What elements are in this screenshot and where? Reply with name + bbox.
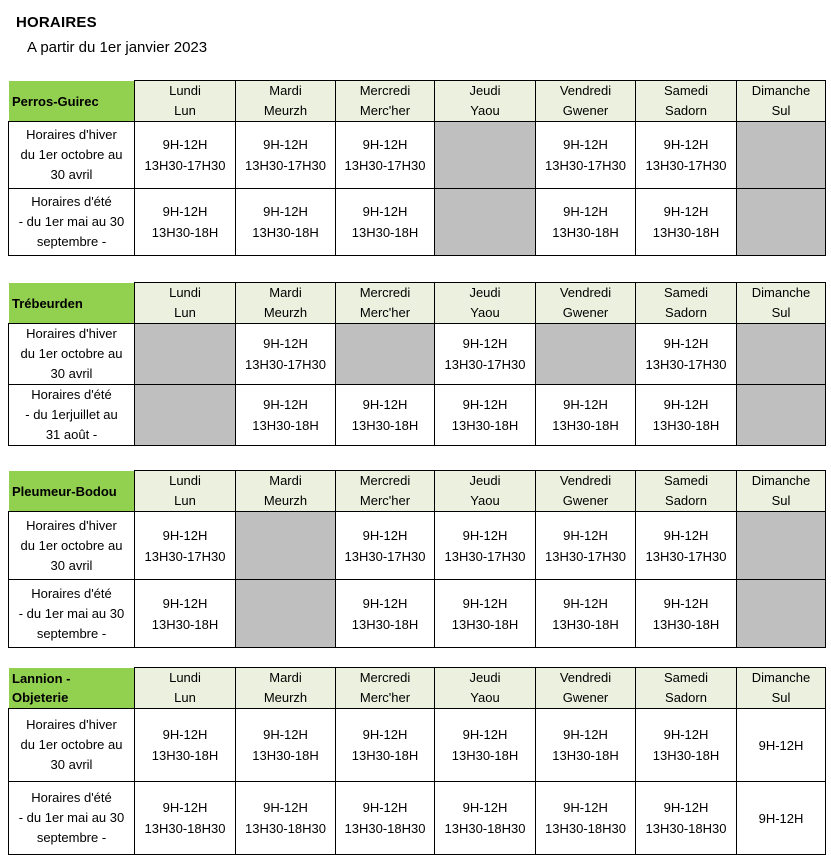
site-name-line: Trébeurden	[12, 295, 83, 311]
schedule-row	[9, 324, 826, 385]
season-label-line: - du 1er mai au 30	[18, 214, 125, 229]
hours-cell	[435, 385, 536, 446]
hours-range: 9H-12H	[263, 727, 308, 742]
day-name-br: Yaou	[470, 690, 500, 705]
schedule-table	[8, 80, 826, 256]
hours-range: 13H30-17H30	[444, 548, 526, 564]
hours-range: 9H-12H	[462, 527, 508, 543]
season-label-line: Horaires d'été	[31, 387, 112, 402]
day-header-samedi	[636, 81, 737, 122]
hours-range: 9H-12H	[362, 137, 408, 152]
closed-cell	[737, 580, 826, 648]
day-header-lundi	[135, 81, 236, 122]
schedule-row	[9, 385, 826, 446]
hours-range: 13H30-18H	[151, 225, 219, 240]
day-name-br: Gwener	[562, 305, 609, 320]
day-header-lundi	[135, 471, 236, 512]
hours-cell	[336, 782, 435, 855]
hours-cell	[336, 122, 435, 189]
site-name	[9, 668, 135, 709]
season-label-line: septembre -	[36, 234, 107, 249]
day-name-fr: Vendredi	[559, 473, 612, 488]
hours-range: 13H30-17H30	[645, 158, 727, 173]
hours-range: 13H30-17H30	[144, 548, 226, 564]
season-label	[9, 385, 135, 446]
season-label-line: septembre -	[36, 830, 107, 845]
hours-range: 9H-12H	[462, 595, 508, 611]
schedule-table	[8, 470, 826, 648]
hours-range: 9H-12H	[263, 204, 308, 219]
day-header-dimanche	[737, 283, 826, 324]
schedule-header-row	[9, 81, 826, 122]
hours-range: 9H-12H	[563, 595, 608, 611]
schedule-table	[8, 667, 826, 855]
day-name-fr: Lundi	[169, 670, 201, 685]
day-name-br: Lun	[174, 305, 196, 320]
hours-range: 13H30-18H	[451, 418, 519, 433]
day-name-fr: Samedi	[663, 670, 709, 685]
hours-cell	[636, 122, 737, 189]
hours-range: 9H-12H	[162, 527, 208, 543]
day-header-mardi	[236, 81, 336, 122]
season-label-line: Horaires d'été	[31, 194, 112, 209]
schedule-header-row	[9, 668, 826, 709]
hours-cell	[536, 782, 636, 855]
hours-range: 9H-12H	[362, 727, 408, 742]
hours-cell	[636, 782, 737, 855]
site-name-line: Objeterie	[12, 690, 69, 705]
day-header-samedi	[636, 283, 737, 324]
hours-range: 13H30-18H	[552, 748, 619, 763]
closed-cell	[737, 122, 826, 189]
site-name	[9, 283, 135, 324]
hours-cell	[336, 385, 435, 446]
hours-range: 9H-12H	[563, 527, 608, 543]
hours-range: 9H-12H	[758, 810, 804, 826]
day-header-mardi	[236, 283, 336, 324]
hours-cell	[536, 385, 636, 446]
hours-range: 9H-12H	[362, 397, 408, 412]
day-name-fr: Jeudi	[469, 473, 501, 488]
hours-cell	[536, 512, 636, 580]
day-name-fr: Dimanche	[751, 285, 811, 300]
day-name-br: Meurzh	[263, 305, 308, 320]
hours-range: 9H-12H	[663, 595, 709, 611]
hours-cell	[336, 709, 435, 782]
hours-range: 13H30-17H30	[344, 548, 426, 564]
hours-range: 13H30-18H30	[144, 821, 226, 836]
day-name-fr: Vendredi	[559, 670, 612, 685]
site-name-line: Perros-Guirec	[12, 93, 99, 109]
hours-range: 9H-12H	[663, 137, 709, 152]
day-header-mercredi	[336, 81, 435, 122]
hours-cell	[636, 709, 737, 782]
schedule-row	[9, 122, 826, 189]
day-name-br: Lun	[174, 493, 196, 508]
hours-cell	[435, 324, 536, 385]
day-header-jeudi	[435, 81, 536, 122]
day-name-br: Sadorn	[665, 305, 707, 320]
hours-cell	[135, 512, 236, 580]
hours-range: 13H30-18H30	[245, 821, 326, 836]
closed-cell	[236, 580, 336, 648]
hours-cell	[135, 782, 236, 855]
day-name-br: Merc'her	[359, 103, 411, 118]
day-header-jeudi	[435, 471, 536, 512]
hours-range: 13H30-17H30	[444, 357, 526, 372]
day-name-br: Meurzh	[263, 103, 308, 118]
day-name-br: Sul	[771, 305, 791, 320]
hours-range: 9H-12H	[162, 137, 208, 152]
closed-cell	[737, 385, 826, 446]
day-name-br: Merc'her	[359, 493, 411, 508]
hours-range: 9H-12H	[663, 800, 709, 815]
day-name-br: Sul	[771, 690, 791, 705]
hours-range: 13H30-17H30	[545, 548, 626, 564]
day-header-jeudi	[435, 668, 536, 709]
day-header-lundi	[135, 668, 236, 709]
season-label-line: - du 1er mai au 30	[18, 605, 125, 621]
season-label-line: du 1er octobre au	[20, 737, 123, 752]
closed-cell	[737, 324, 826, 385]
hours-cell	[435, 782, 536, 855]
day-name-br: Lun	[174, 103, 196, 118]
hours-cell	[236, 385, 336, 446]
season-label-line: - du 1erjuillet au	[25, 407, 118, 422]
hours-cell	[536, 580, 636, 648]
day-name-br: Yaou	[470, 103, 500, 118]
closed-cell	[336, 324, 435, 385]
season-label-line: 30 avril	[50, 757, 93, 772]
hours-range: 13H30-17H30	[144, 158, 226, 173]
day-name-br: Yaou	[470, 493, 500, 508]
day-header-dimanche	[737, 471, 826, 512]
day-header-mercredi	[336, 471, 435, 512]
hours-cell	[336, 580, 435, 648]
day-name-fr: Mercredi	[359, 285, 411, 300]
hours-range: 9H-12H	[663, 727, 709, 742]
hours-range: 13H30-17H30	[545, 158, 626, 173]
day-header-vendredi	[536, 81, 636, 122]
hours-cell	[636, 580, 737, 648]
schedule-row	[9, 189, 826, 256]
site-name	[9, 81, 135, 122]
day-name-fr: Lundi	[169, 285, 201, 300]
page-title: HORAIRES	[16, 14, 97, 31]
hours-cell	[536, 189, 636, 256]
day-header-mercredi	[336, 283, 435, 324]
hours-range: 9H-12H	[462, 800, 508, 815]
season-label-line: septembre -	[36, 625, 107, 641]
hours-range: 9H-12H	[263, 397, 308, 412]
season-label-line: Horaires d'hiver	[26, 717, 117, 732]
hours-range: 9H-12H	[162, 727, 208, 742]
hours-cell	[536, 122, 636, 189]
hours-cell	[135, 580, 236, 648]
day-name-br: Sadorn	[665, 493, 707, 508]
hours-cell	[336, 512, 435, 580]
hours-range: 13H30-17H30	[645, 548, 727, 564]
day-header-dimanche	[737, 81, 826, 122]
hours-range: 13H30-18H30	[645, 821, 727, 836]
season-label-line: du 1er octobre au	[20, 346, 123, 361]
closed-cell	[737, 512, 826, 580]
closed-cell	[737, 189, 826, 256]
hours-range: 9H-12H	[263, 336, 308, 351]
hours-range: 13H30-18H	[351, 616, 419, 632]
hours-cell	[236, 709, 336, 782]
hours-cell	[737, 782, 826, 855]
schedule-row	[9, 709, 826, 782]
day-name-fr: Samedi	[663, 83, 709, 98]
season-label-line: Horaires d'été	[31, 790, 112, 805]
day-name-fr: Jeudi	[469, 670, 501, 685]
day-header-vendredi	[536, 471, 636, 512]
closed-cell	[236, 512, 336, 580]
season-label-line: du 1er octobre au	[20, 147, 123, 162]
season-label	[9, 580, 135, 648]
hours-range: 9H-12H	[462, 336, 508, 351]
day-name-br: Gwener	[562, 690, 609, 705]
season-label-line: 30 avril	[50, 557, 93, 573]
hours-range: 9H-12H	[563, 204, 608, 219]
schedule-header-row	[9, 471, 826, 512]
hours-cell	[636, 385, 737, 446]
day-header-dimanche	[737, 668, 826, 709]
hours-range: 13H30-18H	[652, 748, 720, 763]
day-name-br: Lun	[174, 690, 196, 705]
hours-cell	[236, 324, 336, 385]
hours-range: 9H-12H	[162, 595, 208, 611]
day-name-br: Merc'her	[359, 690, 411, 705]
hours-cell	[135, 122, 236, 189]
hours-cell	[737, 709, 826, 782]
season-label-line: 30 avril	[50, 366, 93, 381]
day-name-fr: Mardi	[269, 473, 302, 488]
hours-range: 9H-12H	[162, 800, 208, 815]
day-name-fr: Dimanche	[751, 670, 811, 685]
hours-range: 9H-12H	[563, 397, 608, 412]
schedule-header-row	[9, 283, 826, 324]
hours-range: 9H-12H	[563, 727, 608, 742]
hours-range: 13H30-17H30	[245, 158, 326, 173]
hours-cell	[435, 580, 536, 648]
hours-cell	[236, 122, 336, 189]
day-name-fr: Mercredi	[359, 473, 411, 488]
day-name-fr: Mardi	[269, 83, 302, 98]
site-name-line: Lannion -	[12, 671, 71, 686]
day-name-br: Sul	[771, 103, 791, 118]
site-name-line: Pleumeur-Bodou	[12, 483, 117, 499]
hours-range: 13H30-18H	[351, 418, 419, 433]
day-header-jeudi	[435, 283, 536, 324]
hours-range: 9H-12H	[663, 527, 709, 543]
hours-range: 9H-12H	[563, 800, 608, 815]
hours-cell	[236, 189, 336, 256]
day-name-fr: Jeudi	[469, 285, 501, 300]
hours-range: 9H-12H	[563, 137, 608, 152]
day-name-fr: Mercredi	[359, 670, 411, 685]
season-label	[9, 709, 135, 782]
hours-range: 13H30-18H	[151, 748, 219, 763]
hours-cell	[336, 189, 435, 256]
schedule-table	[8, 282, 826, 446]
hours-range: 13H30-18H	[451, 748, 519, 763]
hours-cell	[435, 512, 536, 580]
season-label	[9, 189, 135, 256]
day-name-fr: Dimanche	[751, 83, 811, 98]
day-name-br: Sul	[771, 493, 791, 508]
day-name-fr: Samedi	[663, 285, 709, 300]
day-name-fr: Vendredi	[559, 83, 612, 98]
hours-range: 13H30-18H	[652, 418, 720, 433]
day-name-br: Meurzh	[263, 493, 308, 508]
season-label	[9, 782, 135, 855]
season-label-line: du 1er octobre au	[20, 537, 123, 553]
day-name-fr: Mardi	[269, 285, 302, 300]
hours-range: 9H-12H	[362, 800, 408, 815]
hours-range: 13H30-18H	[252, 225, 319, 240]
season-label	[9, 324, 135, 385]
season-label-line: Horaires d'hiver	[26, 326, 117, 341]
hours-range: 13H30-18H30	[444, 821, 526, 836]
hours-range: 13H30-18H30	[344, 821, 426, 836]
schedule-row	[9, 782, 826, 855]
hours-range: 13H30-17H30	[344, 158, 426, 173]
schedule-row	[9, 512, 826, 580]
hours-range: 9H-12H	[462, 727, 508, 742]
hours-range: 13H30-18H	[351, 225, 419, 240]
season-label-line: 30 avril	[50, 167, 93, 182]
hours-range: 9H-12H	[362, 595, 408, 611]
hours-range: 13H30-18H	[252, 748, 319, 763]
hours-range: 13H30-18H	[552, 616, 619, 632]
hours-range: 13H30-17H30	[645, 357, 727, 372]
hours-range: 13H30-18H	[351, 748, 419, 763]
day-name-fr: Lundi	[169, 473, 201, 488]
season-label-line: Horaires d'hiver	[26, 127, 117, 142]
day-name-br: Merc'her	[359, 305, 411, 320]
schedule-row	[9, 580, 826, 648]
page-subtitle: A partir du 1er janvier 2023	[27, 39, 208, 56]
season-label	[9, 512, 135, 580]
day-header-samedi	[636, 471, 737, 512]
hours-range: 13H30-18H	[151, 616, 219, 632]
hours-range: 13H30-18H30	[545, 821, 626, 836]
hours-range: 9H-12H	[663, 204, 709, 219]
day-header-vendredi	[536, 283, 636, 324]
season-label	[9, 122, 135, 189]
hours-range: 9H-12H	[362, 204, 408, 219]
hours-range: 9H-12H	[263, 137, 308, 152]
closed-cell	[135, 324, 236, 385]
hours-range: 13H30-18H	[552, 418, 619, 433]
hours-range: 13H30-18H	[451, 616, 519, 632]
day-name-br: Sadorn	[665, 103, 707, 118]
day-name-fr: Samedi	[663, 473, 709, 488]
hours-range: 9H-12H	[263, 800, 308, 815]
day-header-mardi	[236, 668, 336, 709]
hours-range: 13H30-18H	[252, 418, 319, 433]
hours-cell	[536, 709, 636, 782]
hours-range: 9H-12H	[162, 204, 208, 219]
day-header-mardi	[236, 471, 336, 512]
closed-cell	[536, 324, 636, 385]
hours-cell	[435, 709, 536, 782]
hours-cell	[636, 324, 737, 385]
hours-range: 9H-12H	[663, 336, 709, 351]
hours-range: 13H30-18H	[652, 225, 720, 240]
closed-cell	[435, 189, 536, 256]
hours-range: 9H-12H	[663, 397, 709, 412]
season-label-line: Horaires d'hiver	[26, 517, 117, 533]
hours-cell	[135, 709, 236, 782]
closed-cell	[435, 122, 536, 189]
day-header-lundi	[135, 283, 236, 324]
day-header-mercredi	[336, 668, 435, 709]
day-name-fr: Dimanche	[751, 473, 811, 488]
day-name-br: Meurzh	[263, 690, 308, 705]
hours-range: 13H30-18H	[652, 616, 720, 632]
site-name	[9, 471, 135, 512]
day-name-br: Yaou	[470, 305, 500, 320]
day-name-fr: Mercredi	[359, 83, 411, 98]
hours-range: 9H-12H	[758, 737, 804, 753]
day-name-fr: Vendredi	[559, 285, 612, 300]
day-name-fr: Jeudi	[469, 83, 501, 98]
day-name-br: Gwener	[562, 493, 609, 508]
hours-range: 13H30-17H30	[245, 357, 326, 372]
day-name-br: Sadorn	[665, 690, 707, 705]
hours-cell	[236, 782, 336, 855]
season-label-line: - du 1er mai au 30	[18, 810, 125, 825]
day-name-fr: Mardi	[269, 670, 302, 685]
closed-cell	[135, 385, 236, 446]
hours-cell	[636, 189, 737, 256]
hours-range: 9H-12H	[462, 397, 508, 412]
day-name-fr: Lundi	[169, 83, 201, 98]
hours-range: 9H-12H	[362, 527, 408, 543]
season-label-line: Horaires d'été	[31, 585, 112, 601]
hours-cell	[636, 512, 737, 580]
season-label-line: 31 août -	[45, 427, 98, 442]
hours-range: 13H30-18H	[552, 225, 619, 240]
day-header-vendredi	[536, 668, 636, 709]
hours-cell	[135, 189, 236, 256]
day-header-samedi	[636, 668, 737, 709]
day-name-br: Gwener	[562, 103, 609, 118]
